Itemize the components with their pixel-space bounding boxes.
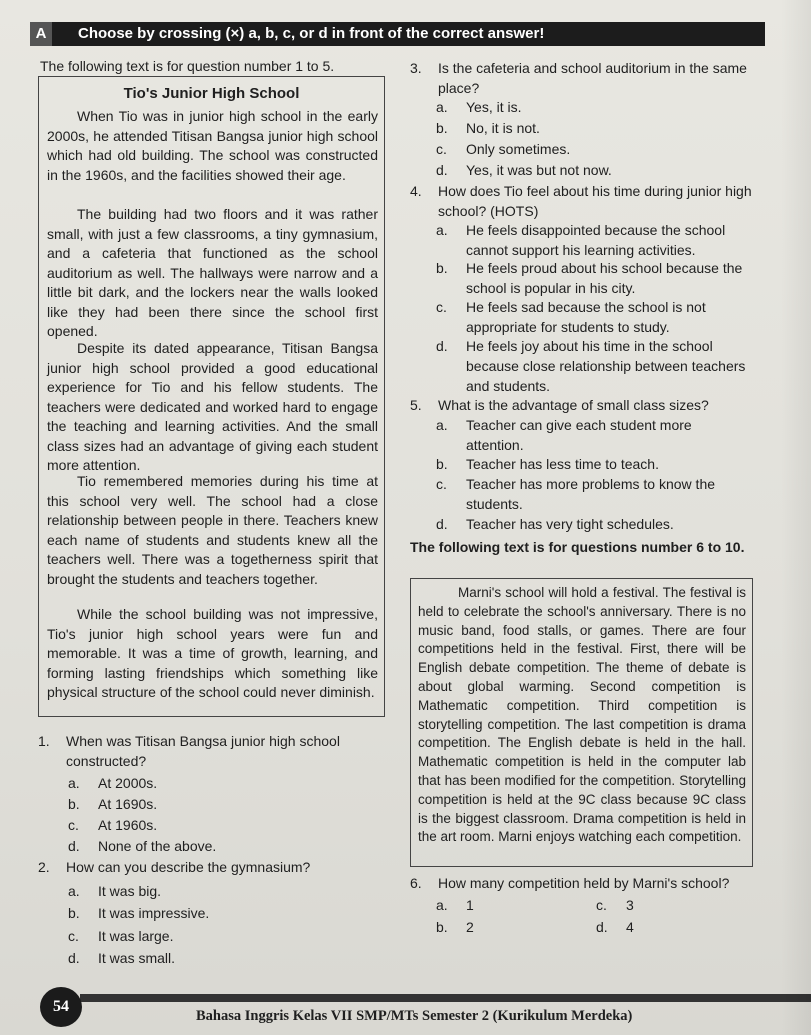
question-stem: How can you describe the gymnasium? bbox=[66, 859, 311, 875]
question-stem: How many competition held by Marni's school? bbox=[438, 875, 730, 891]
footer-rule bbox=[80, 994, 811, 1002]
reading-paragraph: Tio remembered memories during his time at this school very well. The school had a close relationship between people in there. Teachers knew each name of students and students knew all the teachers well. There was a togetherness spirit that brought the students and teachers together. bbox=[47, 473, 378, 587]
question-stem: How does Tio feel about his time during junior high school? (HOTS) bbox=[438, 183, 752, 219]
question-stem: Is the cafeteria and school auditorium in the same place? bbox=[438, 60, 747, 96]
reading-paragraph: Despite its dated appearance, Titisan Bangsa junior high school provided a good educational experience for Tio and his fellow students. The teachers were dedicated and worked hard to engage the teaching and learning activities. And the small class sizes had an advantage of giving each student more attention. bbox=[47, 340, 378, 473]
question-stem: When was Titisan Bangsa junior high school constructed? bbox=[66, 733, 340, 769]
reading-paragraph: Marni's school will hold a festival. The festival is held to celebrate the school's anniversary. There is no music band, food stalls, or games. There are four competitions held in the festival. First, there will be English debate competition. The theme of debate is about global warming. Second competition is Mathematic competition. Third competition is storytelling competition. The last competition is drama competition. The English debate is held in the hall. Mathematic competition is held in the computer lab that has been modified for the competition. Storytelling competition is held at the 9C class because 9C class is the biggest classroom. Drama competition is held in the art room. Marni enjoys watching each competition. bbox=[418, 585, 746, 845]
page-number: 54 bbox=[40, 987, 82, 1027]
book-title: Bahasa Inggris Kelas VII SMP/MTs Semester 2 (Kurikulum Merdeka) bbox=[196, 1008, 633, 1024]
reading-title: Tio's Junior High School bbox=[123, 85, 300, 102]
section-letter: A bbox=[30, 22, 52, 46]
reading-paragraph: When Tio was in junior high school in the early 2000s, he attended Titisan Bangsa junior high school which had old building. The school was constructed in the 1960s, and the facilities showed their age. bbox=[47, 108, 378, 183]
worksheet-page: A Choose by crossing (×) a, b, c, or d in front of the correct answer! The following text is for question number 1 to 5. Tio's Junior High School When Tio was in junior high school in the early 2000s, he attended Titisan Bangsa junior high school which had old building. The school was constructed in the 1960s, and the facilities showed their age. The building had two floors and it was rather small, with just a few classrooms, a tiny gymnasium, and a cafeteria that functioned as the school auditorium as well. The hallways were narrow and a little bit dark, and the lockers near the walls looked like they had been there since the school first opened. Despite its dated appearance, Titisan Bangsa junior high school provided a good educational experience for Tio and his fellow students. The teachers were dedicated and worked hard to engage the teaching and learning activities. And the small class sizes had an advantage of giving each student more attention. Tio remembered memories during his time at this school very well. The school had a close relationship between people in there. Teachers knew each name of students and students knew all the teachers well. There was a togetherness spirit that brought the students and teachers together. While the school building was not impressive, Tio's junior high school years were fun and memorable. It was a time of growth, learning, and forming lasting friendships which something like physical structure of the school could never diminish. 1. When was Titisan Bangsa junior high school constructed? a. At 2000s. b. At 1690s. c. At 1960s. d. None of the above. 2. How can you describe the gymnasium? a. It was big. b. It was impressive. c. It was large. d. It was small. 3. Is the cafeteria and school auditorium in the same place? a. Yes, it is. b. No, it is not. c. Only sometimes. d. Yes, it was but not now. 4. How does Tio feel about his time during junior high school? (HOTS) a. He feels disappointed because the school cannot support his learning activities. b. He feels proud about his school because the school is popular in his city. c. He feels sad because the school is not appropriate for students to study. d. He feels joy about his time in the school because close relationship between teachers and students. 5. What is the advantage of small class sizes? a. Teacher can give each student more attention. b. Teacher has less time to teach. c. Teacher has more problems to know the students. d. Teacher has very tight schedules. The following text is for questions number 6 to 10. Marni's school will hold a festival. The festival is held to celebrate the school's anniversary. There is no music band, food stalls, or games. There are four competitions held in the festival. First, there will be English debate competition. The theme of debate is about global warming. Second competition is Mathematic competition. Third competition is storytelling competition. The last competition is drama competition. The English debate is held in the hall. Mathematic competition is held in the computer lab that has been modified for the competition. Storytelling competition is held at the 9C class because 9C class is the biggest classroom. Drama competition is held in the art room. Marni enjoys watching each competition. 6. How many competition held by Marni's school? a. 1 b. 2 c. 3 d. 4 54 Bahasa Inggris Kelas VII SMP/MTs Semester 2 (Kurikulum Merdeka) bbox=[0, 0, 811, 1035]
reading-box-2 bbox=[410, 578, 753, 867]
instruction-banner bbox=[30, 22, 765, 46]
reading-paragraph: The building had two floors and it was rather small, with just a few classrooms, a tiny gymnasium, and a cafeteria that functioned as the school auditorium as well. The hallways were narrow and a little bit dark, and the lockers near the walls looked like they had been there since the school first opened. bbox=[47, 206, 378, 339]
intro-questions-1-5: The following text is for question number 1 to 5. bbox=[40, 58, 335, 74]
reading-paragraph: While the school building was not impressive, Tio's junior high school years were fun and memorable. It was a time of growth, learning, and forming lasting friendships which something like physical structure of the school could never diminish. bbox=[47, 606, 378, 700]
reading-box-1 bbox=[38, 76, 385, 717]
page-edge-shadow bbox=[781, 0, 811, 1035]
intro-questions-6-10: The following text is for questions number 6 to 10. bbox=[410, 539, 745, 555]
instruction-text: Choose by crossing (×) a, b, c, or d in front of the correct answer! bbox=[78, 25, 545, 42]
question-stem: What is the advantage of small class sizes? bbox=[438, 397, 709, 413]
